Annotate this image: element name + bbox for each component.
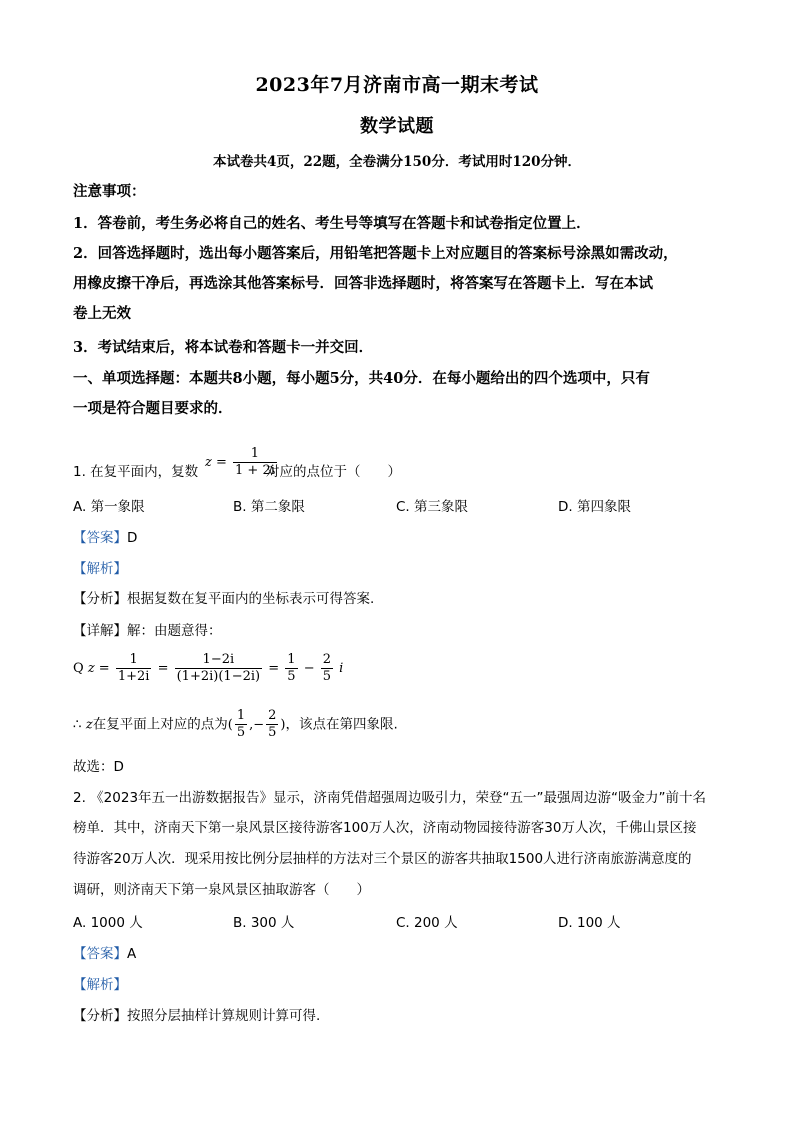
q1-option-a: A. 第一象限 bbox=[73, 499, 145, 515]
q2-line-1: 2. 《2023年五一出游数据报告》显示，济南凭借超强周边吸引力，荣登“五一”最强周边游“吸金力”前十名 bbox=[73, 790, 707, 806]
q2-option-b: B. 300 人 bbox=[233, 915, 295, 931]
q1-calculation bbox=[73, 652, 343, 685]
q1-analysis-tag: 【解析】 bbox=[73, 561, 127, 577]
fenxi-tag: 【分析】 bbox=[73, 591, 127, 607]
point-frac-b-den: 5 bbox=[268, 725, 277, 740]
note-item-2-line-3: 卷上无效 bbox=[73, 305, 131, 322]
calc-z: z = bbox=[87, 661, 110, 676]
point-comma: ,− bbox=[249, 717, 265, 733]
point-frac-b-num: 2 bbox=[268, 708, 277, 723]
q2-option-c: C. 200 人 bbox=[396, 915, 458, 931]
q2-option-a: A. 1000 人 bbox=[73, 915, 143, 931]
q1-answer-row bbox=[73, 526, 137, 546]
q1-option-b: B. 第二象限 bbox=[233, 499, 305, 515]
calc-frac-1-num: 1 bbox=[116, 652, 152, 669]
q1-conclusion: 故选：D bbox=[73, 759, 124, 775]
q2-answer-row bbox=[73, 942, 136, 962]
point-frac-b bbox=[266, 708, 278, 741]
calc-frac-3-num: 1 bbox=[287, 652, 296, 667]
answer-tag: 【答案】 bbox=[73, 530, 127, 546]
q2-analysis-tag: 【解析】 bbox=[73, 977, 127, 993]
note-item-2-line-2: 用橡皮擦干净后，再选涂其他答案标号．回答非选择题时，将答案写在答题卡上．写在本试 bbox=[73, 275, 653, 292]
note-item-1: 1．答卷前，考生务必将自己的姓名、考生号等填写在答题卡和试卷指定位置上． bbox=[73, 215, 591, 232]
page-title: 2023年7月济南市高一期末考试 bbox=[255, 74, 539, 96]
point-text-2: ，该点在第四象限. bbox=[285, 716, 398, 733]
therefore-symbol: ∴ bbox=[73, 716, 82, 733]
calc-frac-2-den: (1+2i)(1−2i) bbox=[176, 669, 261, 684]
point-frac-a-num: 1 bbox=[236, 708, 246, 723]
q2-line-2: 榜单．其中，济南天下第一泉风景区接待游客100万人次，济南动物园接待游客30万人次，千佛山景区接 bbox=[73, 820, 697, 836]
notes-heading: 注意事项： bbox=[73, 183, 146, 200]
q1-detail-row bbox=[73, 619, 222, 639]
q2-answer: A bbox=[127, 946, 137, 962]
note-item-2-line-1: 2．回答选择题时，选出每小题答案后，用铅笔把答题卡上对应题目的答案标号涂黑如需改动， bbox=[73, 245, 678, 262]
because-symbol: Q bbox=[73, 661, 84, 676]
answer-tag: 【答案】 bbox=[73, 946, 127, 962]
point-close-paren: ) bbox=[280, 717, 286, 733]
q1-answer: D bbox=[127, 530, 138, 546]
section-1-heading-line-2: 一项是符合题目要求的． bbox=[73, 400, 233, 417]
q1-option-d: D. 第四象限 bbox=[558, 499, 631, 515]
calc-frac-1 bbox=[116, 652, 152, 685]
q1-point-row bbox=[73, 708, 398, 741]
calc-frac-4 bbox=[321, 652, 333, 685]
point-text-1: 在复平面上对应的点为 bbox=[92, 716, 228, 733]
point-z: z bbox=[85, 717, 93, 733]
page-subtitle: 数学试题 bbox=[360, 116, 434, 137]
q1-fenxi-row bbox=[73, 587, 374, 607]
calc-eq-1: = bbox=[157, 661, 169, 676]
calc-frac-1-den: 1+2i bbox=[117, 669, 150, 684]
q2-option-d: D. 100 人 bbox=[558, 915, 621, 931]
q1-detail: 解：由题意得： bbox=[127, 623, 222, 639]
calc-minus: − bbox=[303, 661, 315, 676]
point-frac-a bbox=[235, 708, 247, 741]
q2-line-4: 调研，则济南天下第一泉风景区抽取游客（ ） bbox=[73, 882, 370, 898]
q2-fenxi: 按照分层抽样计算规则计算可得. bbox=[127, 1008, 321, 1024]
q1-z-eq: z = bbox=[205, 455, 227, 470]
point-frac-a-den: 5 bbox=[236, 725, 246, 740]
calc-frac-3 bbox=[285, 652, 297, 685]
calc-i: i bbox=[339, 661, 344, 676]
calc-frac-3-den: 5 bbox=[287, 669, 296, 684]
detail-tag: 【详解】 bbox=[73, 623, 127, 639]
q1-frac-den: 1 + 2i bbox=[235, 463, 275, 478]
section-1-heading-line-1: 一、单项选择题：本题共8小题，每小题5分，共40分．在每小题给出的四个选项中，只有 bbox=[73, 370, 650, 387]
calc-eq-2: = bbox=[268, 661, 280, 676]
exam-info: 本试卷共4页，22题，全卷满分150分．考试用时120分钟． bbox=[212, 154, 582, 170]
point-open-paren: ( bbox=[227, 717, 233, 733]
note-item-3: 3．考试结束后，将本试卷和答题卡一并交回． bbox=[73, 339, 374, 356]
calc-frac-4-num: 2 bbox=[322, 652, 332, 667]
q1-fenxi: 根据复数在复平面内的坐标表示可得答案. bbox=[127, 591, 375, 607]
q2-line-3: 待游客20万人次．现采用按比例分层抽样的方法对三个景区的游客共抽取1500人进行济南旅游满意度的 bbox=[73, 851, 692, 867]
q1-prefix: 1. 在复平面内，复数 bbox=[73, 464, 199, 480]
calc-frac-4-den: 5 bbox=[322, 669, 332, 684]
fenxi-tag: 【分析】 bbox=[73, 1008, 127, 1024]
calc-frac-2 bbox=[175, 652, 262, 685]
q1-frac-num: 1 bbox=[233, 446, 277, 463]
calc-frac-2-num: 1−2i bbox=[175, 652, 262, 669]
q1-suffix: 对应的点位于（ ） bbox=[266, 464, 401, 480]
q1-option-c: C. 第三象限 bbox=[396, 499, 469, 515]
q2-fenxi-row bbox=[73, 1004, 320, 1024]
